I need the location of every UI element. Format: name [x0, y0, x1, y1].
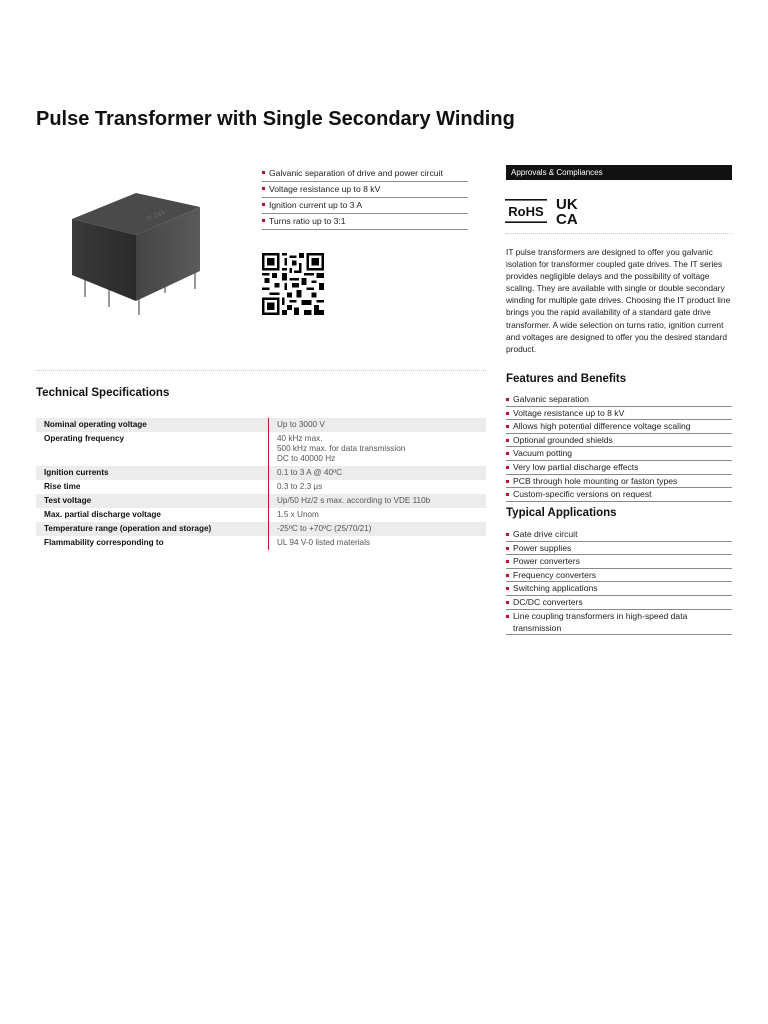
- spec-value-line: 40 kHz max.: [277, 434, 323, 443]
- spec-key: Flammability corresponding to: [36, 536, 269, 550]
- qr-code-icon[interactable]: [262, 253, 324, 315]
- list-item: Switching applications: [506, 582, 732, 596]
- page-title: Pulse Transformer with Single Secondary Winding: [36, 108, 515, 130]
- approvals-heading: Approvals & Compliances: [506, 165, 732, 180]
- list-item: Custom-specific versions on request: [506, 488, 732, 502]
- spec-value-line: -25ºC to +70ºC (25/70/21): [277, 524, 372, 533]
- spec-value-line: 0.1 to 3 A @ 40ºC: [277, 468, 343, 477]
- list-item: Power supplies: [506, 542, 732, 556]
- svg-text:IT 245: IT 245: [146, 209, 167, 223]
- product-photo: [36, 163, 246, 328]
- spec-value: [269, 466, 486, 480]
- ukca-logo-text-uk: UK: [556, 196, 578, 213]
- spec-value: [269, 508, 486, 522]
- list-item: Frequency converters: [506, 569, 732, 583]
- table-row: [36, 508, 486, 522]
- spec-key: Max. partial discharge voltage: [36, 508, 269, 522]
- table-row: [36, 432, 486, 466]
- spec-value: [269, 432, 486, 466]
- spec-value-line: 500 kHz max. for data transmission: [277, 444, 406, 453]
- list-item: Allows high potential difference voltage scaling: [506, 420, 732, 434]
- spec-key: Ignition currents: [36, 466, 269, 480]
- list-item: Voltage resistance up to 8 kV: [506, 407, 732, 421]
- list-item: Voltage resistance up to 8 kV: [262, 182, 468, 198]
- spec-key: Rise time: [36, 480, 269, 494]
- spec-key: Temperature range (operation and storage): [36, 522, 269, 536]
- features-heading: Features and Benefits: [506, 373, 627, 385]
- rohs-logo: [505, 198, 549, 224]
- technical-specifications-heading: Technical Specifications: [36, 387, 170, 399]
- spec-value: [269, 480, 486, 494]
- spec-key: Operating frequency: [36, 432, 269, 466]
- list-item: Galvanic separation of drive and power circuit: [262, 166, 468, 182]
- list-item: Very low partial discharge effects: [506, 461, 732, 475]
- specifications-table: [36, 418, 486, 550]
- applications-list: [506, 528, 732, 635]
- rohs-logo-text: RoHS: [508, 204, 544, 219]
- list-item: Optional grounded shields: [506, 434, 732, 448]
- table-row: [36, 522, 486, 536]
- section-divider: [36, 370, 486, 371]
- table-row: [36, 536, 486, 550]
- section-divider: [506, 233, 732, 234]
- list-item: PCB through hole mounting or faston types: [506, 475, 732, 489]
- spec-value-line: UL 94 V-0 listed materials: [277, 538, 370, 547]
- ukca-logo: [556, 196, 590, 226]
- spec-key: Nominal operating voltage: [36, 418, 269, 432]
- list-item: Gate drive circuit: [506, 528, 732, 542]
- ukca-logo-text-ca: CA: [556, 211, 578, 226]
- table-row: [36, 480, 486, 494]
- spec-value-line: DC to 40000 Hz: [277, 454, 336, 463]
- spec-value-line: Up to 3000 V: [277, 420, 325, 429]
- spec-value-line: 0.3 to 2.3 µs: [277, 482, 323, 491]
- list-item: DC/DC converters: [506, 596, 732, 610]
- spec-value: [269, 494, 486, 508]
- product-description: IT pulse transformers are designed to offer you galvanic isolation for transformer coupled gate drives. The IT series provides negligible delays and the possibility of voltage scaling. They are available with single or double secondary winding for multiple gate drives. Choosing the IT product line brings you the rapid availability of a standard gate drive transformer. A wide selection on turns ratio, ignition current and voltages are designed to offer you the desired standard product.: [506, 247, 731, 354]
- list-item: Ignition current up to 3 A: [262, 198, 468, 214]
- spec-value: [269, 536, 486, 550]
- list-item: Turns ratio up to 3:1: [262, 214, 468, 230]
- list-item: Vacuum potting: [506, 447, 732, 461]
- table-row: [36, 494, 486, 508]
- features-list: [506, 393, 732, 502]
- spec-value: [269, 522, 486, 536]
- spec-value-line: 1.5 x Unom: [277, 510, 319, 519]
- spec-value-line: Up/50 Hz/2 s max. according to VDE 110b: [277, 496, 431, 505]
- applications-heading: Typical Applications: [506, 507, 617, 519]
- table-row: [36, 418, 486, 432]
- list-item: Line coupling transformers in high-speed data transmission: [506, 610, 732, 636]
- spec-key: Test voltage: [36, 494, 269, 508]
- table-row: [36, 466, 486, 480]
- key-features-list: [262, 166, 468, 230]
- list-item: Galvanic separation: [506, 393, 732, 407]
- spec-value: [269, 418, 486, 432]
- list-item: Power converters: [506, 555, 732, 569]
